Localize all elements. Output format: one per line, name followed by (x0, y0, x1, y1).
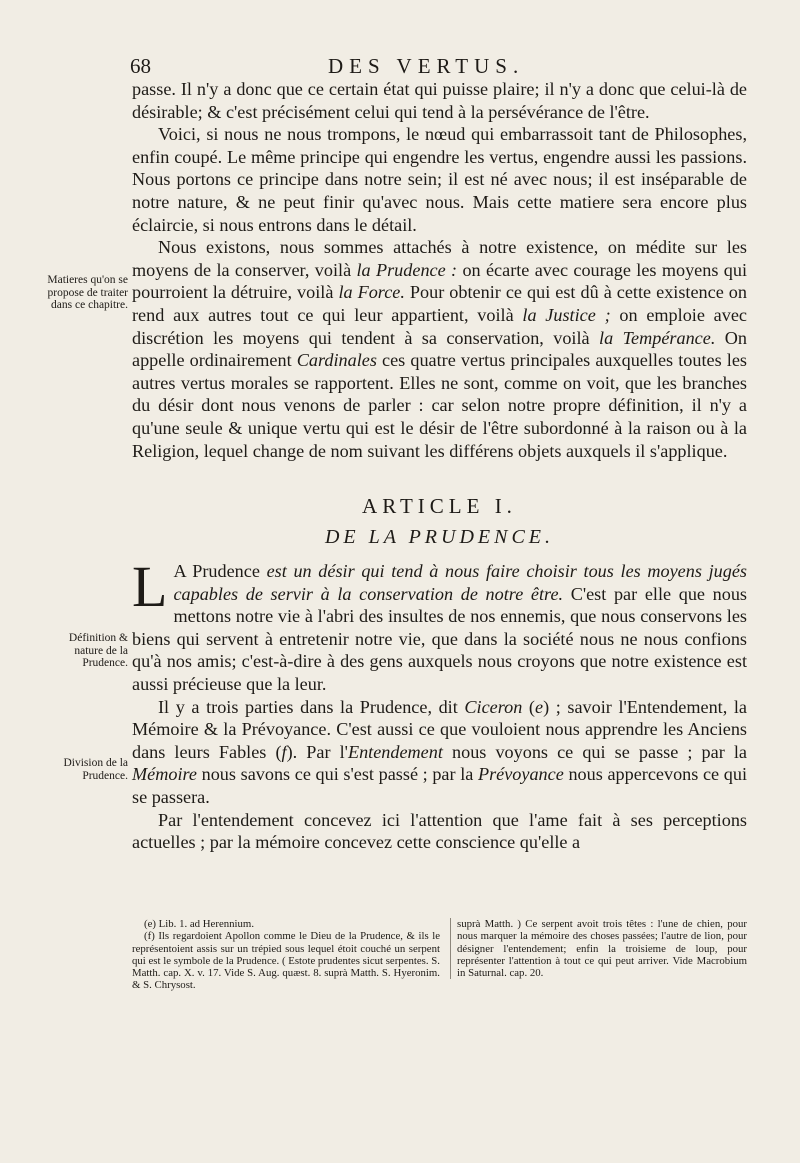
margin-note-division: Division de la Prudence. (63, 757, 128, 782)
paragraph-1: passe. Il n'y a donc que ce certain état qui puisse plaire; il n'y a donc que celui-là de désirable; & c'est précisément celui qui tend à la persévérance de l'être. (132, 79, 747, 122)
footnotes (132, 918, 747, 1018)
article-heading: ARTICLE I. (362, 494, 517, 519)
paragraph-prudence-division: Il y a trois parties dans la Prudence, dit Ciceron (e) ; savoir l'Entendement, la Mémoire & la Prévoyance. C'est aussi ce que vouloient nous apprendre les Anciens dans leurs Fables (f). Par l'Entendement nous voyons ce qui se passe ; par la Mémoire nous savons ce qui s'est passé ; par la Prévoyance nous appercevons ce qui se passera. (132, 696, 748, 808)
paragraph-2: Voici, si nous ne nous trompons, le nœud qui embarrassoit tant de Philosophes, enfin coupé. Le même principe qui engendre les vertus, engendre aussi les passions. Nous portons ce principe dans notre sein; il est né avec nous; il est inséparable de notre nature, & ne peut finir qu'avec nous. Mais cette matiere sera encore plus éclaircie, si nous entrons dans le détail. (132, 124, 747, 235)
footnote-f-continued: suprà Matth. ) Ce serpent avoit trois têtes : l'une de chien, pour nous marquer la mémoire des choses passées; l'autre de lion, pour désigner l'entendement; enfin la troisieme de loup, pour représenter l'attention à tout ce qui peut arriver. Vide Macrobium in Saturnal. cap. 20. (457, 918, 747, 980)
footnote-f: (f) Ils regardoient Apollon comme le Dieu de la Prudence, & ils le représentoient assis sur un trépied sous lequel étoit couché un serpent qui est le symbole de la Prudence. ( Estote prudentes sicut serpentes. S. Matth. cap. X. v. 17. Vide S. Aug. quæst. 8. suprà Matth. S. Hyeronim. & S. Chrysost. (132, 930, 440, 992)
paragraph-prudence-definition: L A Prudence est un désir qui tend à nous faire choisir tous les moyens jugés capables de servir à la conservation de notre être. C'est par elle que nous mettons notre vie à l'abri des insultes de nos ennemis, que nous conservons les biens qui servent à entretenir notre vie, que dans la société nous ne nous confions qu'à nos amis; c'est-à-dire à des gens auxquels nous croyons que notre existence est aussi précieuse que la leur. (132, 554, 747, 695)
footnotes-right-column (450, 918, 747, 979)
running-title: DES VERTUS. (328, 54, 525, 78)
margin-note-subjects: Matieres qu'on se propose de traiter dans ce chapitre. (47, 274, 128, 311)
page-number: 68 (130, 54, 151, 78)
paragraph-3: Nous existons, nous sommes attachés à notre existence, on médite sur les moyens de la conserver, voilà la Prudence : on écarte avec courage les moyens qui pourroient la détruire, voilà la Force. Pour obtenir ce qui est dû à cette existence on rend aux autres tout ce qui leur appartient, voilà la Justice ; on emploie avec discrétion les moyens qui tendent à sa conservation, voilà la Tempérance. On appelle ordinairement Cardinales ces quatre vertus principales auxquelles toutes les autres vertus morales se rapportent. Elles ne sont, comme on voit, que les branches du désir dont nous venons de parler : car selon notre propre définition, il n'y a qu'une seule & unique vertu qui est le désir de l'être subordonné à la raison ou à la Religion, lequel change de nom suivant les différens objets auxquels il s'applique. (132, 237, 748, 461)
paragraph-understanding: Par l'entendement concevez ici l'attention que l'ame fait à ses perceptions actuelles ; par la mémoire concevez cette conscience qu'elle a (132, 809, 747, 853)
main-text (132, 78, 747, 854)
footnote-e: (e) Lib. 1. ad Herennium. (144, 918, 255, 930)
margin-note-definition: Définition & nature de la Prudence. (68, 632, 128, 669)
footnotes-left-column (132, 918, 440, 992)
section-heading: DE LA PRUDENCE. (324, 526, 555, 549)
drop-cap: L (132, 554, 168, 620)
